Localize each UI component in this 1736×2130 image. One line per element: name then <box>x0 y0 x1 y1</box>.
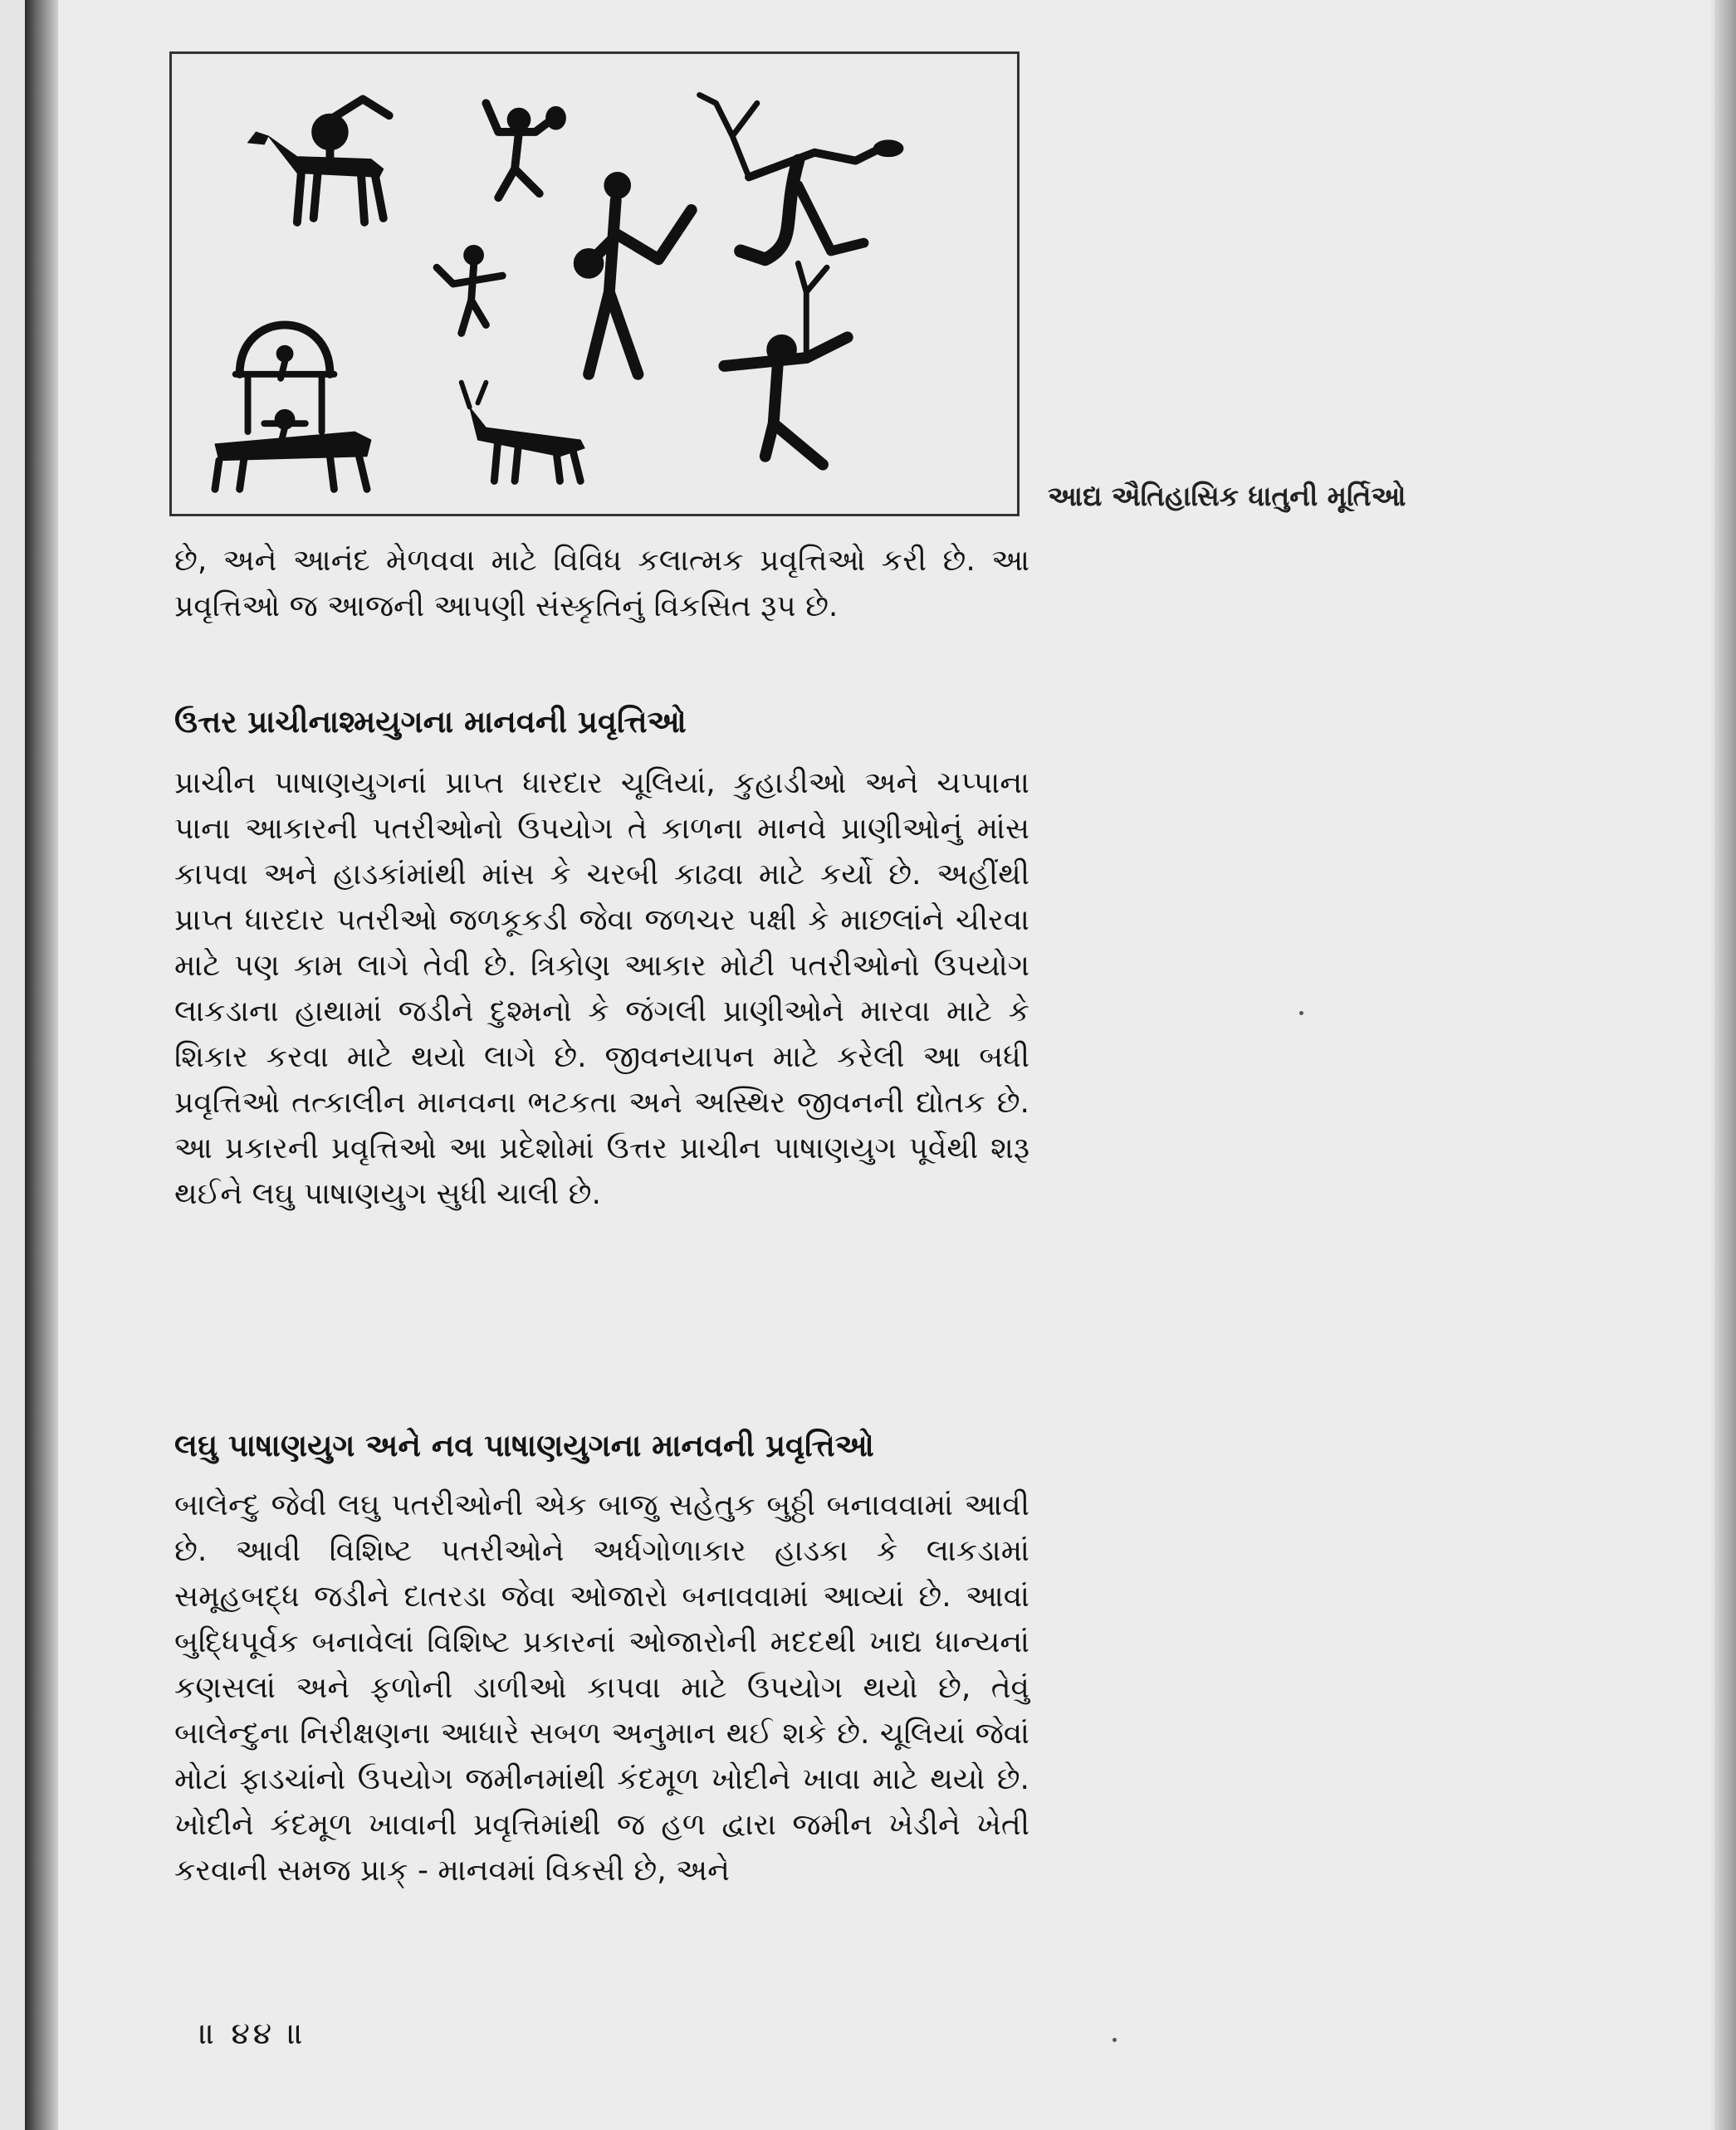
section-1-body <box>174 760 1029 1217</box>
speck <box>1299 1011 1303 1015</box>
warrior-figure <box>574 172 691 374</box>
figure-with-branch-lower <box>724 263 847 464</box>
rock-art-figure <box>169 51 1020 516</box>
page-edge <box>1714 0 1736 2130</box>
book-spine <box>25 0 58 2130</box>
shrine-chariot-figure <box>215 325 371 489</box>
speck <box>1113 2038 1117 2042</box>
section-2-body <box>174 1483 1029 1893</box>
section-2-text: બાલેન્દુ જેવી લઘુ પતરીઓની એક બાજુ સહેતુક બુઠ્ઠી બનાવવામાં આવી છે. આવી વિશિષ્ટ પતરીઓને અર્ધગોળાકાર હાડકા કે લાકડામાં સમૂહબદ્ધ જડીને દાતરડા જેવા ઓજારો બનાવવામાં આવ્યાં છે. આવાં બુદ્ધિપૂર્વક બનાવેલાં વિશિષ્ટ પ્રકારનાં ઓજારોની મદદથી ખાદ્ય ધાન્યનાં કણસલાં અને ફળોની ડાળીઓ કાપવા માટે ઉપયોગ થયો છે, તેવું બાલેન્દુના નિરીક્ષણના આધારે સબળ અનુમાન થઈ શકે છે. ચૂલિયાં જેવાં મોટાં ફાડચાંનો ઉપયોગ જમીનમાંથી કંદમૂળ ખોદીને ખાવા માટે થયો છે. ખોદીને કંદમૂળ ખાવાની પ્રવૃત્તિમાંથી જ હળ દ્વારા જમીન ખેડીને ખેતી કરવાની સમજ પ્રાક્ - માનવમાં વિકસી છે, અને <box>174 1488 1029 1888</box>
animal-figure <box>462 383 584 481</box>
hunter-with-branch-figure <box>700 95 903 259</box>
archer-figure <box>437 246 502 334</box>
section-1-text: પ્રાચીન પાષાણયુગનાં પ્રાપ્ત ધારદાર ચૂલિયાં, કુહાડીઓ અને ચપ્પાના પાના આકારની પતરીઓનો ઉપયોગ તે કાળના માનવે પ્રાણીઓનું માંસ કાપવા અને હાડકાંમાંથી માંસ કે ચરબી કાઢવા માટે કર્યો છે. અહીંથી પ્રાપ્ત ધારદાર પતરીઓ જળકૂકડી જેવા જળચર પક્ષી કે માછલાંને ચીરવા માટે પણ કામ લાગે તેવી છે. ત્રિકોણ આકાર મોટી પતરીઓનો ઉપયોગ લાકડાના હાથામાં જડીને દુશ્મનો કે જંગલી પ્રાણીઓને મારવા માટે કે શિકાર કરવા માટે થયો લાગે છે. જીવનયાપન માટે કરેલી આ બધી પ્રવૃત્તિઓ તત્કાલીન માનવના ભટકતા અને અસ્થિર જીવનની દ્યોતક છે. આ પ્રકારની પ્રવૃત્તિઓ આ પ્રદેશોમાં ઉત્તર પ્રાચીન પાષાણયુગ પૂર્વેથી શરૂ થઈને લઘુ પાષાણયુગ સુધી ચાલી છે. <box>174 766 1029 1211</box>
dancer-figure <box>486 103 565 198</box>
intro-text: છે, અને આનંદ મેળવવા માટે વિવિધ કલાત્મક પ્રવૃત્તિઓ કરી છે. આ પ્રવૃત્તિઓ જ આજની આપણી સંસ્કૃતિનું વિકસિત રૂપ છે. <box>174 544 1029 623</box>
rock-art-illustration <box>172 54 1017 514</box>
intro-paragraph <box>174 538 1029 629</box>
section-1-heading: ઉત્તર પ્રાચીનાશ્મયુગના માનવની પ્રવૃત્તિઓ <box>174 704 687 740</box>
rider-on-animal-figure <box>248 99 389 222</box>
section-2-heading: લઘુ પાષાણયુગ અને નવ પાષાણયુગના માનવની પ્રવૃત્તિઓ <box>174 1428 874 1463</box>
figure-caption: આદ્ય ઐતિહાસિક ધાતુની મૂર્તિઓ <box>1048 480 1406 512</box>
page-number: ॥ ૪૪ ॥ <box>199 2017 307 2051</box>
